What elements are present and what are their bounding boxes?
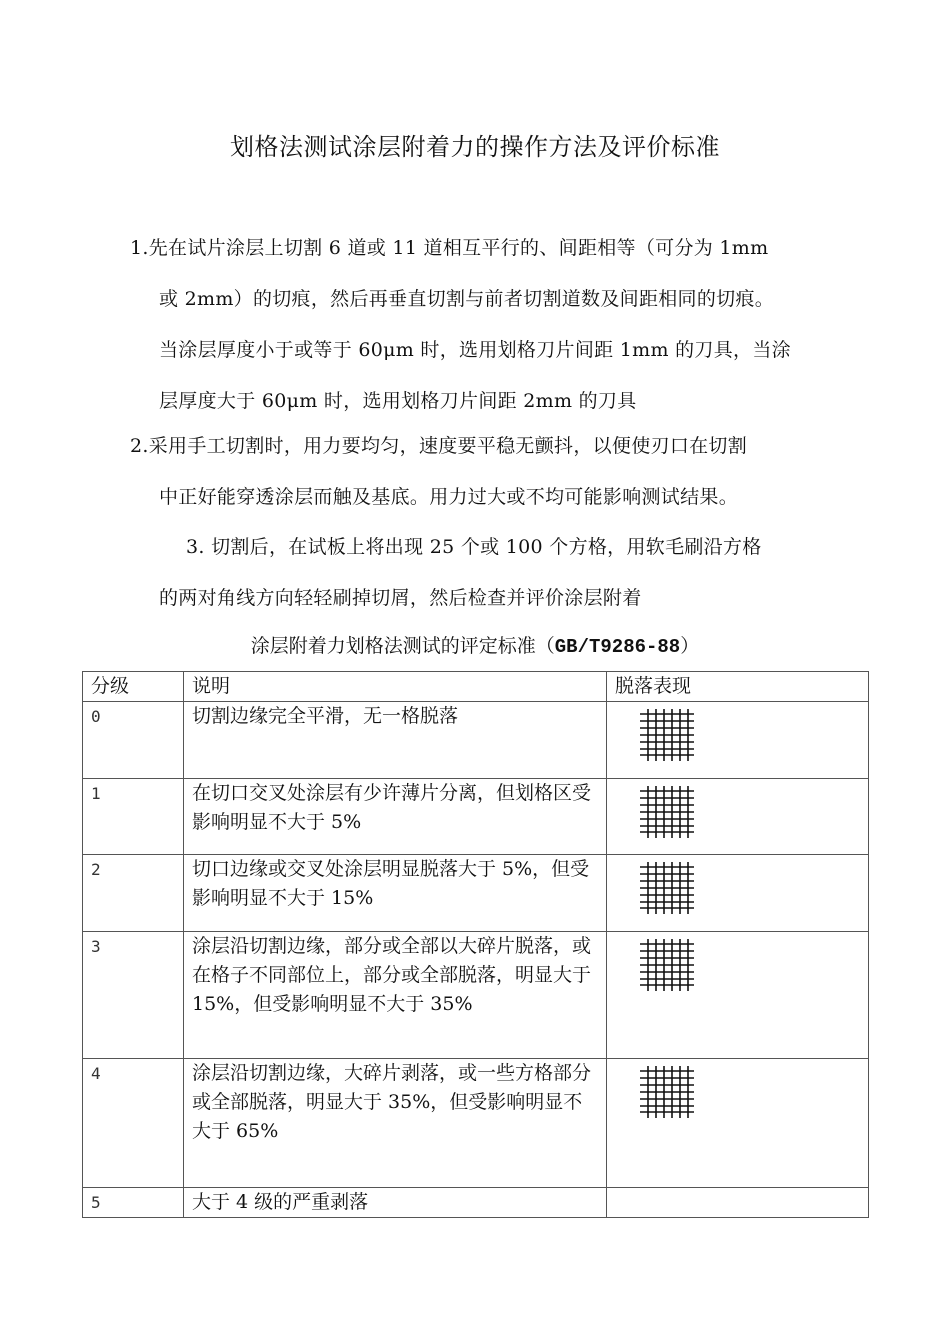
grade-value: 1	[91, 784, 101, 803]
header-grade: 分级	[83, 672, 184, 702]
table-caption-text: 涂层附着力划格法测试的评定标准（	[250, 635, 555, 657]
step-2	[130, 421, 870, 523]
crosshatch-grid-icon	[640, 709, 694, 761]
table-caption	[0, 631, 950, 662]
grade-description: 涂层沿切割边缘，部分或全部以大碎片脱落，或在格子不同部位上，部分或全部脱落，明显大于 15%，但受影响明显不大于 35%	[184, 932, 607, 1059]
step-3-line-2: 的两对角线方向轻轻刷掉切屑，然后检查并评价涂层附着	[159, 587, 642, 609]
step-3	[130, 522, 870, 624]
table-row	[83, 855, 869, 932]
table-row	[83, 779, 869, 855]
grade-value: 3	[91, 937, 101, 956]
table-row	[83, 932, 869, 1059]
step-2-line-1: 2.采用手工切割时，用力要均匀，速度要平稳无颤抖，以便使刃口在切割	[130, 435, 748, 457]
grade-value: 0	[91, 707, 101, 726]
step-1-line-3: 当涂层厚度小于或等于 60μm 时，选用划格刀片间距 1mm 的刀具，当涂	[159, 339, 791, 361]
crosshatch-grid-icon	[640, 786, 694, 838]
crosshatch-grid-icon	[640, 1066, 694, 1118]
table-row	[83, 1059, 869, 1188]
table-row	[83, 1188, 869, 1218]
document-title: 划格法测试涂层附着力的操作方法及评价标准	[230, 133, 720, 161]
grade-value: 4	[91, 1064, 101, 1083]
step-1	[130, 223, 870, 427]
grade-description: 大于 4 级的严重剥落	[184, 1188, 607, 1218]
crosshatch-grid-icon	[640, 939, 694, 991]
header-appearance: 脱落表现	[607, 672, 869, 702]
table-header-row	[83, 672, 869, 702]
step-3-line-1: 3. 切割后，在试板上将出现 25 个或 100 个方格，用软毛刷沿方格	[186, 536, 762, 558]
grade-value: 2	[91, 860, 101, 879]
grade-description: 切割边缘完全平滑，无一格脱落	[184, 702, 607, 779]
table-row	[83, 702, 869, 779]
step-2-line-2: 中正好能穿透涂层而触及基底。用力过大或不均可能影响测试结果。	[159, 486, 739, 508]
crosshatch-grid-icon	[640, 862, 694, 914]
appearance-empty	[607, 1188, 869, 1218]
header-description: 说明	[184, 672, 607, 702]
step-1-line-1: 1.先在试片涂层上切割 6 道或 11 道相互平行的、间距相等（可分为 1mm	[130, 237, 769, 259]
grade-description: 涂层沿切割边缘，大碎片剥落，或一些方格部分或全部脱落，明显大于 35%，但受影响明显不大于 65%	[184, 1059, 607, 1188]
grading-table	[82, 671, 869, 1218]
grade-description: 切口边缘或交叉处涂层明显脱落大于 5%，但受影响明显不大于 15%	[184, 855, 607, 932]
step-1-line-4: 层厚度大于 60μm 时，选用划格刀片间距 2mm 的刀具	[159, 390, 637, 412]
step-1-line-2: 或 2mm）的切痕，然后再垂直切割与前者切割道数及间距相同的切痕。	[159, 288, 775, 310]
standard-code: GB/T9286-88	[554, 636, 681, 658]
table-caption-close: ）	[680, 635, 700, 657]
grade-value: 5	[91, 1193, 101, 1212]
grade-description: 在切口交叉处涂层有少许薄片分离，但划格区受影响明显不大于 5%	[184, 779, 607, 855]
